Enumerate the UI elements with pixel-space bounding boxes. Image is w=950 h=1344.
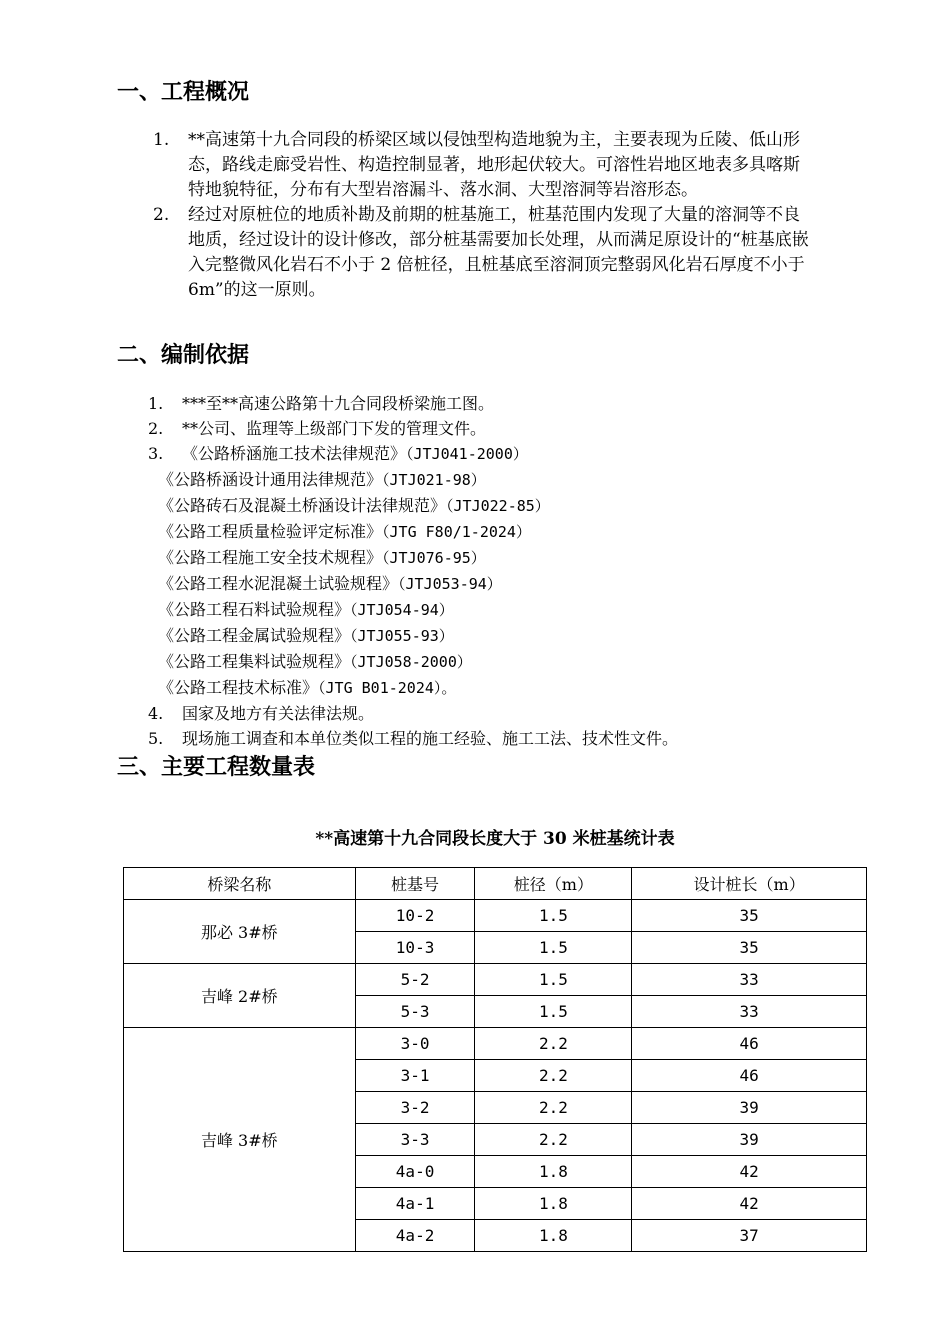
table-row xyxy=(124,1028,867,1060)
spec-line xyxy=(148,545,848,571)
pile-diameter-cell: 1.8 xyxy=(475,1188,632,1220)
design-length-cell: 37 xyxy=(632,1220,867,1252)
pile-no-cell: 3-3 xyxy=(355,1124,475,1156)
pile-diameter-cell: 2.2 xyxy=(475,1092,632,1124)
basis-item xyxy=(148,441,848,467)
pile-diameter-cell: 1.8 xyxy=(475,1220,632,1252)
overview-item-text: 经过对原桩位的地质补勘及前期的桩基施工，桩基范围内发现了大量的溶洞等不良地质，经过设计的设计修改，部分桩基需要加长处理，从而满足原设计的“桩基底嵌入完整微风化岩石不小于 2 倍桩径，且桩基底至溶洞顶完整弱风化岩石厚度不小于 6m”的这一原则。 xyxy=(188,205,809,300)
spec-code: （JTG B01-2024）。 xyxy=(318,679,457,697)
spec-name: 《公路工程技术标准》 xyxy=(158,678,319,697)
pile-no-cell: 4a-0 xyxy=(355,1156,475,1188)
overview-item xyxy=(150,203,810,303)
basis-item-number: 5. xyxy=(148,729,164,748)
spec-code: （JTJ041-2000） xyxy=(406,445,528,463)
header-design-length: 设计桩长（m） xyxy=(632,868,867,900)
pile-diameter-cell: 1.5 xyxy=(475,932,632,964)
spec-code: （JTJ054-94） xyxy=(350,601,454,619)
design-length-cell: 46 xyxy=(632,1028,867,1060)
spec-name: 《公路工程集料试验规程》 xyxy=(158,652,351,671)
header-pile-no: 桩基号 xyxy=(355,868,475,900)
bridge-name-cell: 吉峰 3#桥 xyxy=(124,1028,356,1252)
spec-name: 《公路砖石及混凝土桥涵设计法律规范》 xyxy=(158,496,447,515)
overview-list xyxy=(150,128,810,303)
spec-code: （JTJ021-98） xyxy=(382,471,486,489)
pile-diameter-cell: 1.5 xyxy=(475,964,632,996)
design-length-cell: 42 xyxy=(632,1156,867,1188)
spec-name: 《公路桥涵施工技术法律规范》 xyxy=(182,444,407,463)
section-heading-quantities: 三、主要工程数量表 xyxy=(117,755,316,780)
pile-statistics-table xyxy=(123,867,867,1252)
basis-item-text: 国家及地方有关法律法规。 xyxy=(182,704,375,723)
basis-item-number: 3. xyxy=(148,444,164,463)
basis-item xyxy=(148,391,848,416)
spec-name: 《公路工程质量检验评定标准》 xyxy=(158,522,383,541)
overview-item-number: 1. xyxy=(153,130,170,150)
basis-item xyxy=(148,701,848,726)
spec-name: 《公路桥涵设计通用法律规范》 xyxy=(158,470,383,489)
bridge-name-cell: 吉峰 2#桥 xyxy=(124,964,356,1028)
spec-line xyxy=(148,571,848,597)
spec-line xyxy=(148,623,848,649)
spec-code: （JTJ022-85） xyxy=(446,497,550,515)
spec-name: 《公路工程施工安全技术规程》 xyxy=(158,548,383,567)
spec-code: （JTJ053-94） xyxy=(398,575,502,593)
overview-item-number: 2. xyxy=(153,205,170,225)
basis-list xyxy=(148,391,848,751)
bridge-name-cell: 那必 3#桥 xyxy=(124,900,356,964)
pile-no-cell: 10-3 xyxy=(355,932,475,964)
design-length-cell: 39 xyxy=(632,1092,867,1124)
design-length-cell: 33 xyxy=(632,964,867,996)
section-heading-overview: 一、工程概况 xyxy=(117,80,250,105)
pile-diameter-cell: 1.8 xyxy=(475,1156,632,1188)
pile-diameter-cell: 2.2 xyxy=(475,1124,632,1156)
spec-line xyxy=(148,675,848,701)
pile-no-cell: 3-0 xyxy=(355,1028,475,1060)
pile-no-cell: 4a-2 xyxy=(355,1220,475,1252)
pile-no-cell: 5-3 xyxy=(355,996,475,1028)
basis-item-number: 1. xyxy=(148,394,164,413)
header-pile-diameter: 桩径（m） xyxy=(475,868,632,900)
spec-line xyxy=(148,519,848,545)
basis-item-text: ***至**高速公路第十九合同段桥梁施工图。 xyxy=(182,394,495,413)
pile-no-cell: 5-2 xyxy=(355,964,475,996)
spec-code: （JTJ055-93） xyxy=(350,627,454,645)
design-length-cell: 33 xyxy=(632,996,867,1028)
table-row xyxy=(124,900,867,932)
spec-name: 《公路工程金属试验规程》 xyxy=(158,626,351,645)
design-length-cell: 35 xyxy=(632,932,867,964)
design-length-cell: 46 xyxy=(632,1060,867,1092)
pile-no-cell: 3-2 xyxy=(355,1092,475,1124)
spec-line xyxy=(148,649,848,675)
spec-code: （JTG F80/1-2024） xyxy=(382,523,531,541)
design-length-cell: 42 xyxy=(632,1188,867,1220)
pile-no-cell: 10-2 xyxy=(355,900,475,932)
table-header-row xyxy=(124,868,867,900)
spec-code: （JTJ076-95） xyxy=(382,549,486,567)
design-length-cell: 35 xyxy=(632,900,867,932)
basis-item-text: 现场施工调查和本单位类似工程的施工经验、施工工法、技术性文件。 xyxy=(182,729,679,748)
table-caption: **高速第十九合同段长度大于 30 米桩基统计表 xyxy=(315,829,675,849)
basis-item-text: **公司、监理等上级部门下发的管理文件。 xyxy=(182,419,487,438)
spec-line xyxy=(148,467,848,493)
overview-item xyxy=(150,128,810,203)
spec-name: 《公路工程水泥混凝土试验规程》 xyxy=(158,574,399,593)
basis-item-number: 4. xyxy=(148,704,164,723)
basis-item xyxy=(148,416,848,441)
spec-line xyxy=(148,493,848,519)
pile-no-cell: 4a-1 xyxy=(355,1188,475,1220)
basis-item-number: 2. xyxy=(148,419,164,438)
pile-diameter-cell: 2.2 xyxy=(475,1028,632,1060)
overview-item-text: **高速第十九合同段的桥梁区域以侵蚀型构造地貌为主，主要表现为丘陵、低山形态，路线走廊受岩性、构造控制显著，地形起伏较大。可溶性岩地区地表多具喀斯特地貌特征，分布有大型岩溶漏斗、落水洞、大型溶洞等岩溶形态。 xyxy=(188,130,800,200)
spec-code: （JTJ058-2000） xyxy=(350,653,472,671)
pile-no-cell: 3-1 xyxy=(355,1060,475,1092)
design-length-cell: 39 xyxy=(632,1124,867,1156)
header-bridge-name: 桥梁名称 xyxy=(124,868,356,900)
spec-line xyxy=(148,597,848,623)
section-heading-basis: 二、编制依据 xyxy=(117,343,250,368)
spec-name: 《公路工程石料试验规程》 xyxy=(158,600,351,619)
table-row xyxy=(124,964,867,996)
pile-diameter-cell: 1.5 xyxy=(475,900,632,932)
pile-diameter-cell: 1.5 xyxy=(475,996,632,1028)
pile-diameter-cell: 2.2 xyxy=(475,1060,632,1092)
basis-item xyxy=(148,726,848,751)
